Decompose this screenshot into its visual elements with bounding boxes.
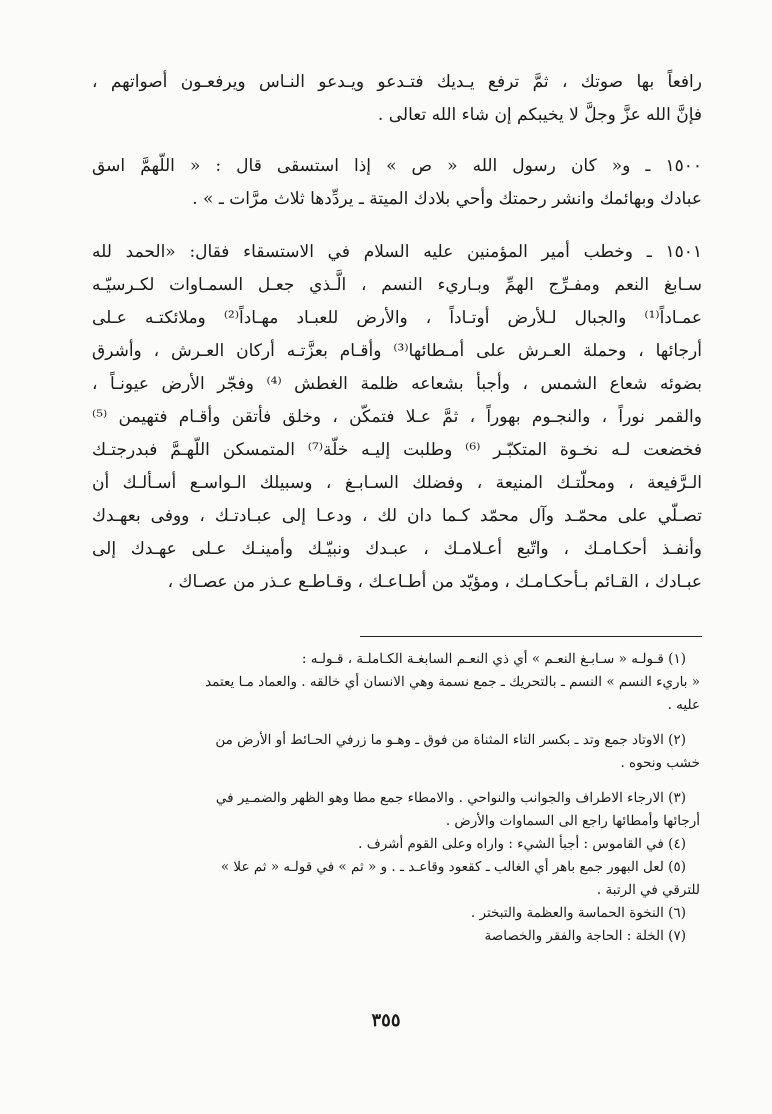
footnote-line: (٥) لعل البهور جمع باهر أي الغالب ـ كقعود وقاعـد ـ . و « ثم » في قولـه « ثم علا » [220, 859, 686, 875]
footnote-1 [104, 648, 700, 717]
text-line: وأنفـذ أحكـامـك ، واتّبع أعـلامـك ، عبـدك ونبيّـك وأمينـك عـلى عهـدك إلى [92, 539, 702, 559]
footnote-line: أرجائها وأمطائها راجع الى السماوات والأرض . [445, 813, 700, 829]
text-line: تصـلّي على محمّـد وآل محمّد كـما دان لك ، ودعـا إلى عبـادتـك ، ووفى بعهـدك [92, 506, 702, 526]
text-line: ١٥٠١ ـ وخطب أمير المؤمنين عليه السلام في الاستسقاء فقال: «الحمد لله [92, 242, 702, 262]
footnote-line: (٧) الخلة : الحاجة والفقر والخصاصة [484, 928, 686, 944]
footnote-line: خشب ونحوه . [620, 755, 700, 771]
footnote-gap [104, 775, 700, 787]
footnote-divider [360, 636, 702, 637]
text-line: عمـاداً⁽¹⁾ والجبال لـلأرض أوتـاداً ، والأرض للعبـاد مهـاداً⁽²⁾ وملائكتـه عـلى [92, 308, 702, 328]
text-line: ١٥٠٠ ـ و« كان رسول الله « ص » إذا استسقى قال : « اللّهمَّ اسق [92, 156, 702, 176]
footnote-line: (٢) الاوتاد جمع وتد ـ بكسر التاء المثناة من فوق ـ وهـو ما زرفي الحـائط أو الأرض من [215, 732, 686, 748]
footnote-6 [104, 902, 700, 925]
footnote-line: (١) قـولـه « سـابـغ النعـم » أي ذي النعـم السابغـة الكـاملـة ، قـولـه : [301, 651, 686, 667]
footnote-line: عليه . [667, 697, 700, 713]
footnote-gap [104, 717, 700, 729]
text-line: فإنَّ الله عزَّ وجلَّ لا يخيبكم إن شاء الله تعالى . [377, 105, 702, 125]
text-line: والقمر نوراً ، والنجـوم بهوراً ، ثمَّ عـلا فتمكّن ، وخلق فأتقن وأقـام فتهيمن ⁽⁵⁾ [92, 407, 702, 427]
text-line: أرجائها ، وحملة العـرش على أمـطائها⁽³⁾ وأقـام بعزَّتـه أركان العـرش ، وأشرق [92, 341, 702, 361]
footnotes [104, 648, 700, 948]
text-line: فخضعت لـه نخـوة المتكبّـر ⁽⁶⁾ وطلبت إليـه خلّة⁽⁷⁾ المتمسكن اللّهـمَّ فبدرجتـك [92, 440, 702, 460]
text-line: سـابغ النعم ومفـرِّج الهمِّ وبـاريء النسم ، الَّـذي جعـل السمـاوات لكـرسيّـه [92, 275, 702, 295]
footnote-7 [104, 925, 700, 948]
footnote-line: للترقي في الرتبة . [596, 882, 700, 898]
footnote-4 [104, 833, 700, 856]
footnote-3 [104, 787, 700, 833]
text-line: بضوئه شعاع الشمس ، وأجبأ بشعاعه ظلمة الغطش ⁽⁴⁾ وفجّر الأرض عيونـاً ، [92, 374, 702, 394]
paragraph-hadith-1501 [92, 236, 702, 599]
text-line: عبادك وبهائمك وانشر رحمتك وأحي بلادك الميتة ـ يردِّدها ثلاث مرَّات ـ » . [192, 189, 702, 209]
footnote-5 [104, 856, 700, 902]
page-number: ٣٥٥ [371, 1010, 401, 1031]
paragraph-hadith-1500 [92, 150, 702, 216]
text-line: رافعاً بها صوتك ، ثمَّ ترفع يـديك فتـدعو ويـدعو النـاس ويرفعـون أصواتهم ، [92, 72, 702, 92]
footnote-line: (٦) النخوة الحماسة والعظمة والتبختر . [470, 905, 686, 921]
footnote-line: (٣) الارجاء الاطراف والجوانب والنواحي . والامطاء جمع مطا وهو الظهر والضمـير في [215, 790, 686, 806]
text-line: الـرَّفيعة ، ومحلّتـك المنيعة ، وفضلك السـابـغ ، وسبيلك الـواسـع أسـألـك أن [92, 473, 702, 493]
text-line: عبـادك ، القـائم بـأحكـامـك ، ومؤيّد من أطـاعـك ، وقـاطـع عـذر من عصـاك ، [167, 572, 702, 592]
paragraph-continuation [92, 66, 702, 132]
footnote-2 [104, 729, 700, 775]
footnote-line: (٤) في القاموس : أجبأ الشيء : واراه وعلى القوم أشرف . [358, 836, 686, 852]
footnote-line: « باريء النسم » النسم ـ بالتحريك ـ جمع نسمة وهي الانسان أي خالقه . والعماد مـا يعتمد [205, 674, 700, 690]
